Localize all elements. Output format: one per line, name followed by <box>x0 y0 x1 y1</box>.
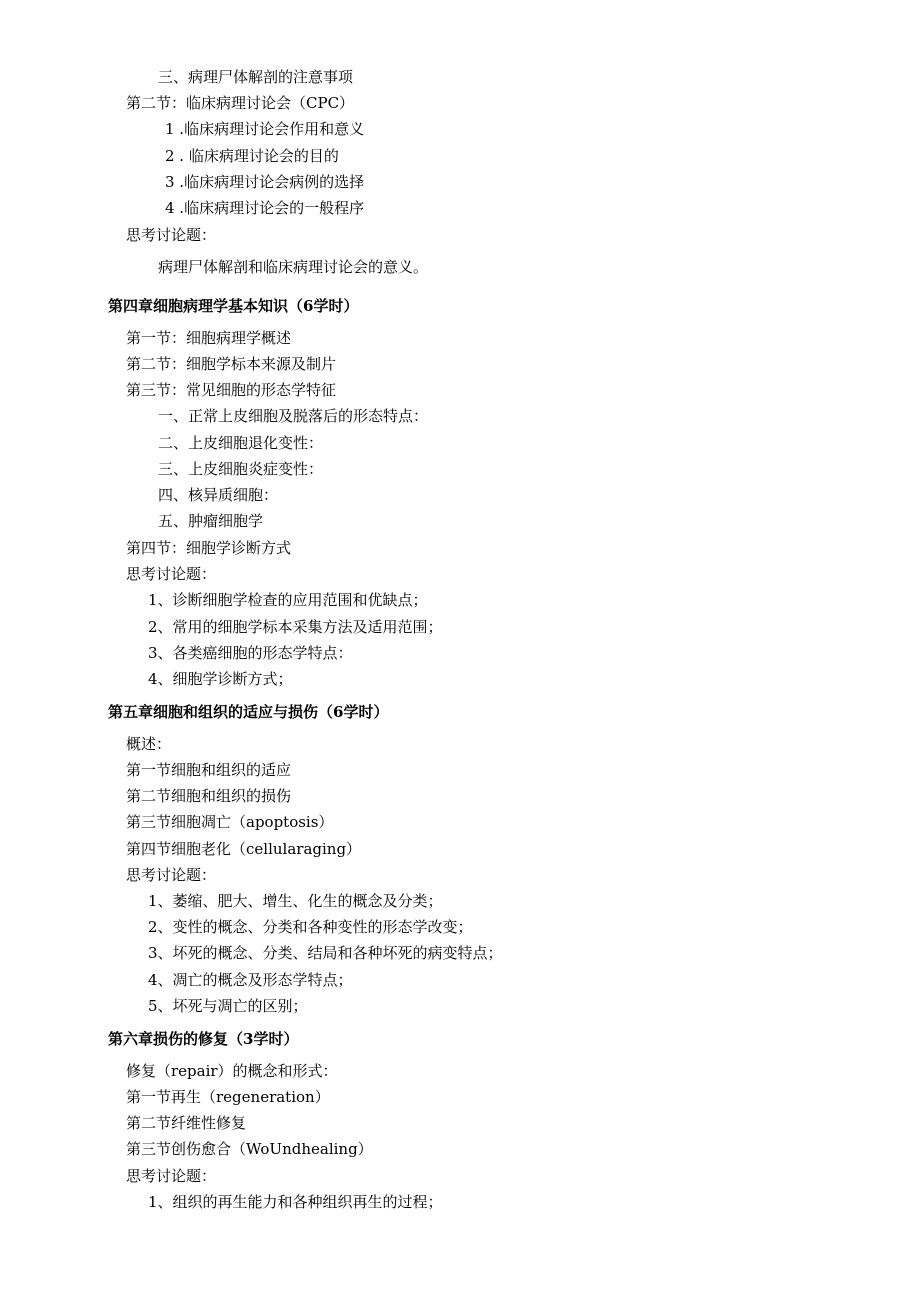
discussion-item: 3、各类癌细胞的形态学特点： <box>148 644 353 662</box>
discussion-item: 1、组织的再生能力和各种组织再生的过程； <box>148 1193 443 1211</box>
subsection-item: 五、肿瘤细胞学 <box>158 512 264 530</box>
discussion-item: 4、细胞学诊断方式； <box>148 670 293 688</box>
chapter-title: 第六章损伤的修复（3学时） <box>108 1030 299 1048</box>
intro-line: 修复（repair）的概念和形式： <box>126 1062 338 1080</box>
cpc-item: 1 .临床病理讨论会作用和意义 <box>165 120 365 138</box>
section-title: 第四节细胞老化（cellularaging） <box>126 840 362 858</box>
section-title: 第二节纤维性修复 <box>126 1114 247 1132</box>
discussion-item: 2、常用的细胞学标本采集方法及适用范围； <box>148 618 443 636</box>
section-title: 第一节再生（regeneration） <box>126 1088 330 1106</box>
subsection-item: 三、上皮细胞炎症变性： <box>158 460 324 478</box>
discussion-item: 3、坏死的概念、分类、结局和各种坏死的病变特点； <box>148 944 503 962</box>
discussion-item: 1、萎缩、肥大、增生、化生的概念及分类； <box>148 892 443 910</box>
cpc-item: 3 .临床病理讨论会病例的选择 <box>165 173 365 191</box>
section-title: 第三节创伤愈合（WoUndhealing） <box>126 1140 373 1158</box>
discussion-label: 思考讨论题： <box>126 866 217 884</box>
section-title: 第一节：细胞病理学概述 <box>126 329 292 347</box>
section-title: 第四节：细胞学诊断方式 <box>126 539 292 557</box>
autopsy-item: 三、病理尸体解剖的注意事项 <box>158 68 354 86</box>
section-title: 第三节：常见细胞的形态学特征 <box>126 381 337 399</box>
discussion-label: 思考讨论题： <box>126 226 217 244</box>
subsection-item: 二、上皮细胞退化变性： <box>158 434 324 452</box>
chapter-title: 第五章细胞和组织的适应与损伤（6学时） <box>108 703 389 721</box>
overview-label: 概述： <box>126 735 172 753</box>
section-title: 第三节细胞凋亡（apoptosis） <box>126 813 334 831</box>
cpc-item: 2 . 临床病理讨论会的目的 <box>165 147 339 165</box>
discussion-item: 1、诊断细胞学检查的应用范围和优缺点； <box>148 591 428 609</box>
discussion-item: 病理尸体解剖和临床病理讨论会的意义。 <box>158 258 429 276</box>
discussion-item: 2、变性的概念、分类和各种变性的形态学改变； <box>148 918 473 936</box>
discussion-label: 思考讨论题： <box>126 565 217 583</box>
discussion-item: 5、坏死与凋亡的区别； <box>148 997 308 1015</box>
cpc-section-title: 第二节：临床病理讨论会（CPC） <box>126 94 355 112</box>
discussion-item: 4、凋亡的概念及形态学特点； <box>148 971 353 989</box>
section-title: 第二节：细胞学标本来源及制片 <box>126 355 337 373</box>
subsection-item: 四、核异质细胞： <box>158 486 279 504</box>
subsection-item: 一、正常上皮细胞及脱落后的形态特点： <box>158 407 429 425</box>
section-title: 第一节细胞和组织的适应 <box>126 761 292 779</box>
section-title: 第二节细胞和组织的损伤 <box>126 787 292 805</box>
chapter-title: 第四章细胞病理学基本知识（6学时） <box>108 297 359 315</box>
cpc-item: 4 .临床病理讨论会的一般程序 <box>165 199 365 217</box>
discussion-label: 思考讨论题： <box>126 1167 217 1185</box>
